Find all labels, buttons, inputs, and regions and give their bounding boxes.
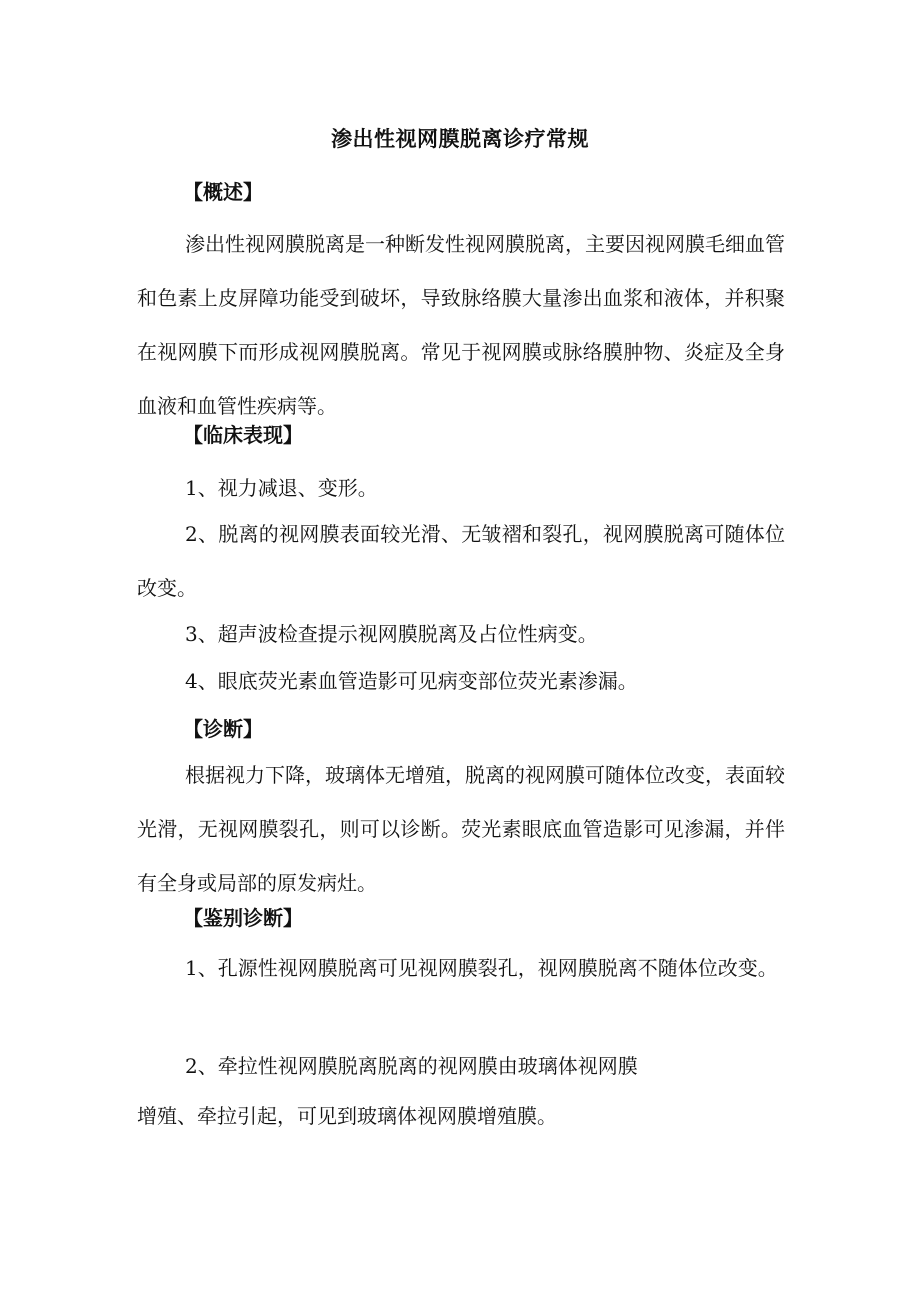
section-heading-diagnosis: 【诊断】 bbox=[183, 717, 263, 741]
differential-item-1: 1、孔源性视网膜脱离可见视网膜裂孔，视网膜脱离不随体位改变。 bbox=[185, 956, 778, 980]
section-heading-clinical: 【临床表现】 bbox=[183, 423, 303, 447]
overview-paragraph: 渗出性视网膜脱离是一种断发性视网膜脱离，主要因视网膜毛细血管和色素上皮屏障功能受到破坏，导致脉络膜大量渗出血浆和液体，并积聚在视网膜下而形成视网膜脱离。常见于视网膜或脉络膜肿物、炎症及全身血液和血管性疾病等。 bbox=[137, 232, 785, 418]
section-heading-overview: 【概述】 bbox=[183, 180, 263, 204]
clinical-item-3: 3、超声波检查提示视网膜脱离及占位性病变。 bbox=[185, 622, 598, 646]
diagnosis-paragraph: 根据视力下降，玻璃体无增殖，脱离的视网膜可随体位改变，表面较光滑，无视网膜裂孔，则可以诊断。荧光素眼底血管造影可见渗漏，并伴有全身或局部的原发病灶。 bbox=[137, 763, 785, 895]
clinical-item-1: 1、视力减退、变形。 bbox=[185, 476, 378, 500]
differential-item-2-continuation: 增殖、牵拉引起，可见到玻璃体视网膜增殖膜。 bbox=[137, 1104, 557, 1128]
section-heading-differential: 【鉴别诊断】 bbox=[183, 906, 303, 930]
differential-item-2: 2、牵拉性视网膜脱离脱离的视网膜由玻璃体视网膜 bbox=[185, 1054, 638, 1078]
clinical-item-2: 2、脱离的视网膜表面较光滑、无皱褶和裂孔，视网膜脱离可随体位改变。 bbox=[137, 522, 785, 600]
page-title: 渗出性视网膜脱离诊疗常规 bbox=[331, 126, 589, 151]
clinical-item-4: 4、眼底荧光素血管造影可见病变部位荧光素渗漏。 bbox=[185, 669, 638, 693]
